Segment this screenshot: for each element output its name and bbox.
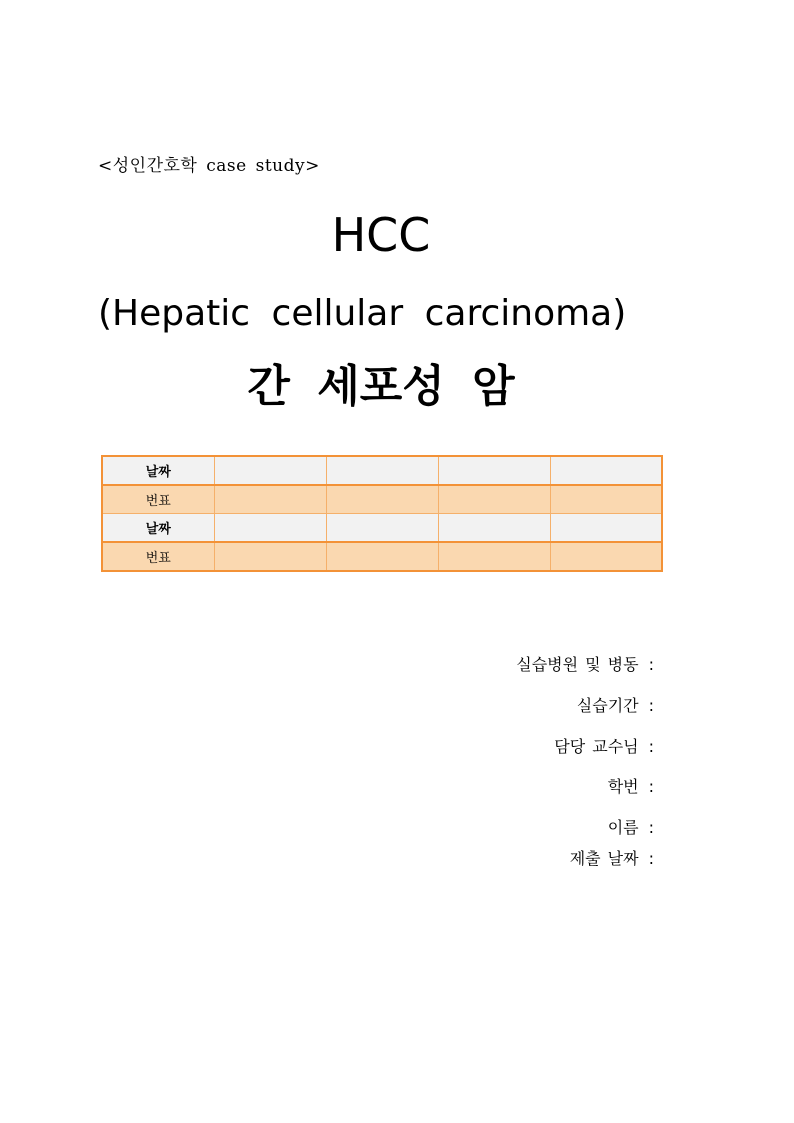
record-table (101, 455, 663, 572)
info-colon: : (648, 777, 654, 796)
info-colon: : (648, 737, 654, 756)
table-row-date-2 (102, 514, 662, 543)
title-korean: 간 세포성 암 (247, 361, 515, 412)
info-label: 제출 날짜 (569, 849, 639, 868)
info-student-id (608, 774, 654, 797)
table-cell[interactable] (326, 485, 438, 514)
info-label: 실습병원 및 병동 (516, 655, 639, 674)
table-cell[interactable] (214, 542, 326, 571)
table-row-number-1 (102, 485, 662, 514)
row-label-date: 날짜 (102, 514, 214, 543)
info-name (608, 815, 654, 838)
row-label-number: 번표 (102, 542, 214, 571)
row-label-date: 날짜 (102, 456, 214, 485)
info-hospital-ward (516, 652, 654, 675)
table-cell[interactable] (438, 456, 550, 485)
info-practice-period (577, 693, 654, 716)
table-cell[interactable] (550, 485, 662, 514)
info-label: 이름 (607, 818, 639, 837)
table-cell[interactable] (214, 456, 326, 485)
title-full-english: (Hepatic cellular carcinoma) (98, 293, 627, 334)
table-cell[interactable] (550, 542, 662, 571)
table-cell[interactable] (550, 514, 662, 543)
info-colon: : (648, 849, 654, 868)
table-cell[interactable] (438, 514, 550, 543)
info-colon: : (648, 818, 654, 837)
row-label-number: 번표 (102, 485, 214, 514)
info-submit-date (570, 846, 654, 869)
table-row-number-2 (102, 542, 662, 571)
table-cell[interactable] (326, 542, 438, 571)
table-cell[interactable] (214, 514, 326, 543)
table-cell[interactable] (550, 456, 662, 485)
info-professor (554, 734, 654, 757)
table-cell[interactable] (438, 542, 550, 571)
info-colon: : (648, 655, 654, 674)
table-cell[interactable] (214, 485, 326, 514)
info-label: 학번 (607, 777, 639, 796)
table-row-date-1 (102, 456, 662, 485)
info-label: 담당 교수님 (554, 737, 639, 756)
table-cell[interactable] (326, 456, 438, 485)
course-label: <성인간호학 case study> (98, 156, 320, 176)
info-label: 실습기간 (576, 696, 639, 715)
table-cell[interactable] (438, 485, 550, 514)
title-abbreviation: HCC (331, 208, 431, 262)
info-colon: : (648, 696, 654, 715)
table-cell[interactable] (326, 514, 438, 543)
